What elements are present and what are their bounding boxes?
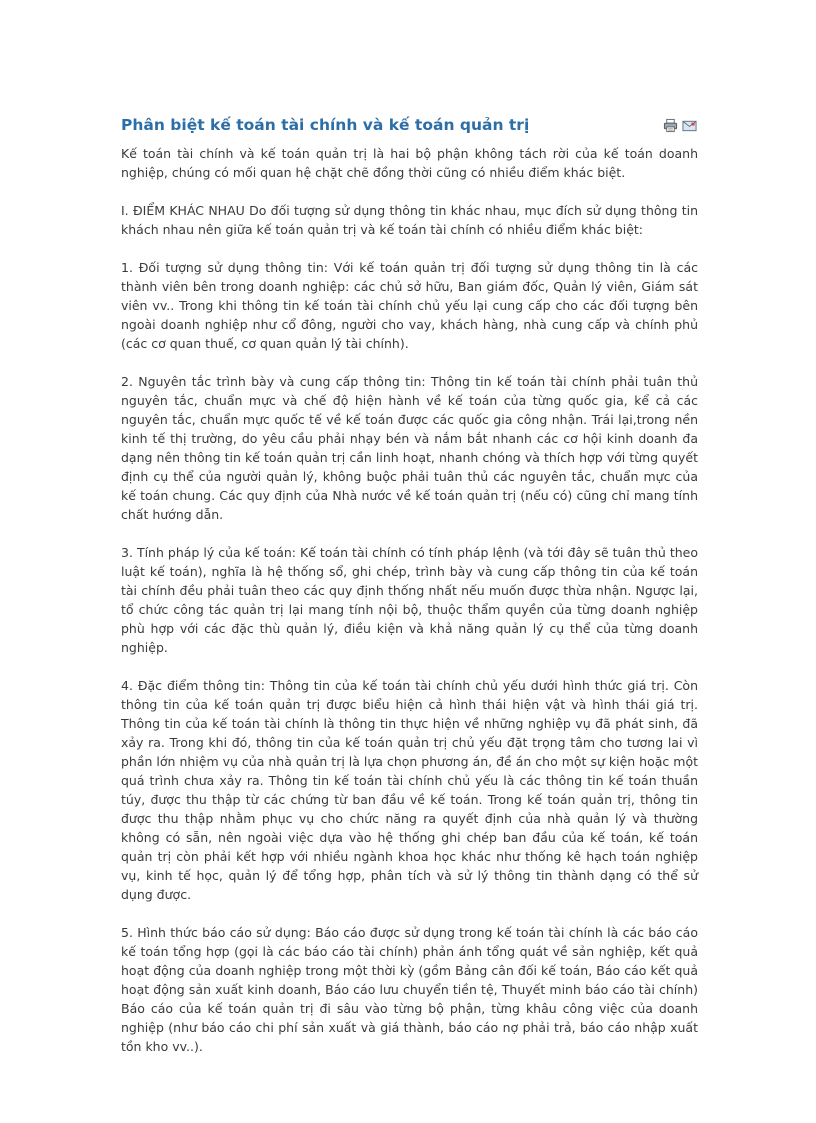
title-row bbox=[121, 112, 698, 138]
article-title: Phân biệt kế toán tài chính và kế toán quản trị bbox=[121, 116, 530, 134]
article-tools bbox=[663, 118, 697, 133]
intro-paragraph: Kế toán tài chính và kế toán quản trị là hai bộ phận không tách rời của kế toán doanh nghiệp, chúng có mối quan hệ chặt chẽ đồng thời cũng có nhiều điểm khác biệt. bbox=[121, 146, 698, 180]
print-icon[interactable] bbox=[663, 118, 678, 133]
point-1-paragraph: 1. Đối tượng sử dụng thông tin: Với kế toán quản trị đối tượng sử dụng thông tin là các thành viên bên trong doanh nghiệp: các chủ sở hữu, Ban giám đốc, Quản lý viên, Giám sát viên vv.. Trong khi thông tin kế toán tài chính chủ yếu lại cung cấp cho các đối tượng bên ngoài doanh nghiệp như cổ đông, người cho vay, khách hàng, nhà cung cấp và chính phủ (các cơ quan thuế, cơ quan quản lý tài chính). bbox=[121, 260, 698, 351]
point-4-paragraph: 4. Đặc điểm thông tin: Thông tin của kế toán tài chính chủ yếu dưới hình thức giá trị. Còn thông tin của kế toán quản trị được biểu hiện cả hình thái hiện vật và hình thái giá trị. Thông tin của kế toán tài chính là thông tin thực hiện về những nghiệp vụ đã phát sinh, đã xảy ra. Trong khi đó, thông tin của kế toán quản trị chủ yếu đặt trọng tâm cho tương lai vì phần lớn nhiệm vụ của nhà quản trị là lựa chọn phương án, đề án cho một sự kiện hoặc một quá trình chưa xảy ra. Thông tin kế toán tài chính chủ yếu là các thông tin kế toán thuần túy, được thu thập từ các chứng từ ban đầu về kế toán. Trong kế toán quản trị, thông tin được thu thập nhằm phục vụ cho chức năng ra quyết định của nhà quản lý và thường không có sẵn, nên ngoài việc dựa vào hệ thống ghi chép ban đầu của kế toán, kế toán quản trị còn phải kết hợp với nhiều ngành khoa học khác như thống kê hạch toán nghiệp vụ, kinh tế học, quản lý để tổng hợp, phân tích và sử lý thông tin thành dạng có thể sử dụng được. bbox=[121, 678, 698, 902]
point-2-paragraph: 2. Nguyên tắc trình bày và cung cấp thông tin: Thông tin kế toán tài chính phải tuân thủ nguyên tắc, chuẩn mực và chế độ hiện hành về kế toán của từng quốc gia, kể cả các nguyên tắc, chuẩn mực quốc tế về kế toán được các quốc gia công nhận. Trái lại,trong nền kinh tế thị trường, do yêu cầu phải nhạy bén và nắm bắt nhanh các cơ hội kinh doanh đa dạng nên thông tin kế toán quản trị cần linh hoạt, nhanh chóng và thích hợp với từng quyết định cụ thể của người quản lý, không buộc phải tuân thủ các nguyên tắc, chuẩn mực của kế toán chung. Các quy định của Nhà nước về kế toán quản trị (nếu có) cũng chỉ mang tính chất hướng dẫn. bbox=[121, 374, 698, 522]
article-body bbox=[121, 144, 698, 1056]
section-heading-paragraph: I. ĐIỂM KHÁC NHAU Do đối tượng sử dụng thông tin khác nhau, mục đích sử dụng thông tin khách nhau nên giữa kế toán quản trị và kế toán tài chính có nhiều điểm khác biệt: bbox=[121, 203, 698, 237]
point-3-paragraph: 3. Tính pháp lý của kế toán: Kế toán tài chính có tính pháp lệnh (và tới đây sẽ tuân thủ theo luật kế toán), nghĩa là hệ thống sổ, ghi chép, trình bày và cung cấp thông tin của kế toán tài chính đều phải tuân theo các quy định thống nhất nếu muốn được thừa nhận. Ngược lại, tổ chức công tác quản trị lại mang tính nội bộ, thuộc thẩm quyền của từng doanh nghiệp phù hợp với các đặc thù quản lý, điều kiện và khả năng quản lý cụ thể của từng doanh nghiệp. bbox=[121, 545, 698, 655]
point-5-paragraph: 5. Hình thức báo cáo sử dụng: Báo cáo được sử dụng trong kế toán tài chính là các báo cáo kế toán tổng hợp (gọi là các báo cáo tài chính) phản ánh tổng quát về sản nghiệp, kết quả hoạt động của doanh nghiệp trong một thời kỳ (gồm Bảng cân đối kế toán, Báo cáo kết quả hoạt động sản xuất kinh doanh, Báo cáo lưu chuyển tiền tệ, Thuyết minh báo cáo tài chính) Báo cáo của kế toán quản trị đi sâu vào từng bộ phận, từng khâu công việc của doanh nghiệp (như báo cáo chi phí sản xuất và giá thành, báo cáo nợ phải trả, báo cáo nhập xuất tồn kho vv..). bbox=[121, 925, 698, 1054]
email-icon[interactable] bbox=[682, 118, 697, 133]
article bbox=[121, 112, 698, 1075]
